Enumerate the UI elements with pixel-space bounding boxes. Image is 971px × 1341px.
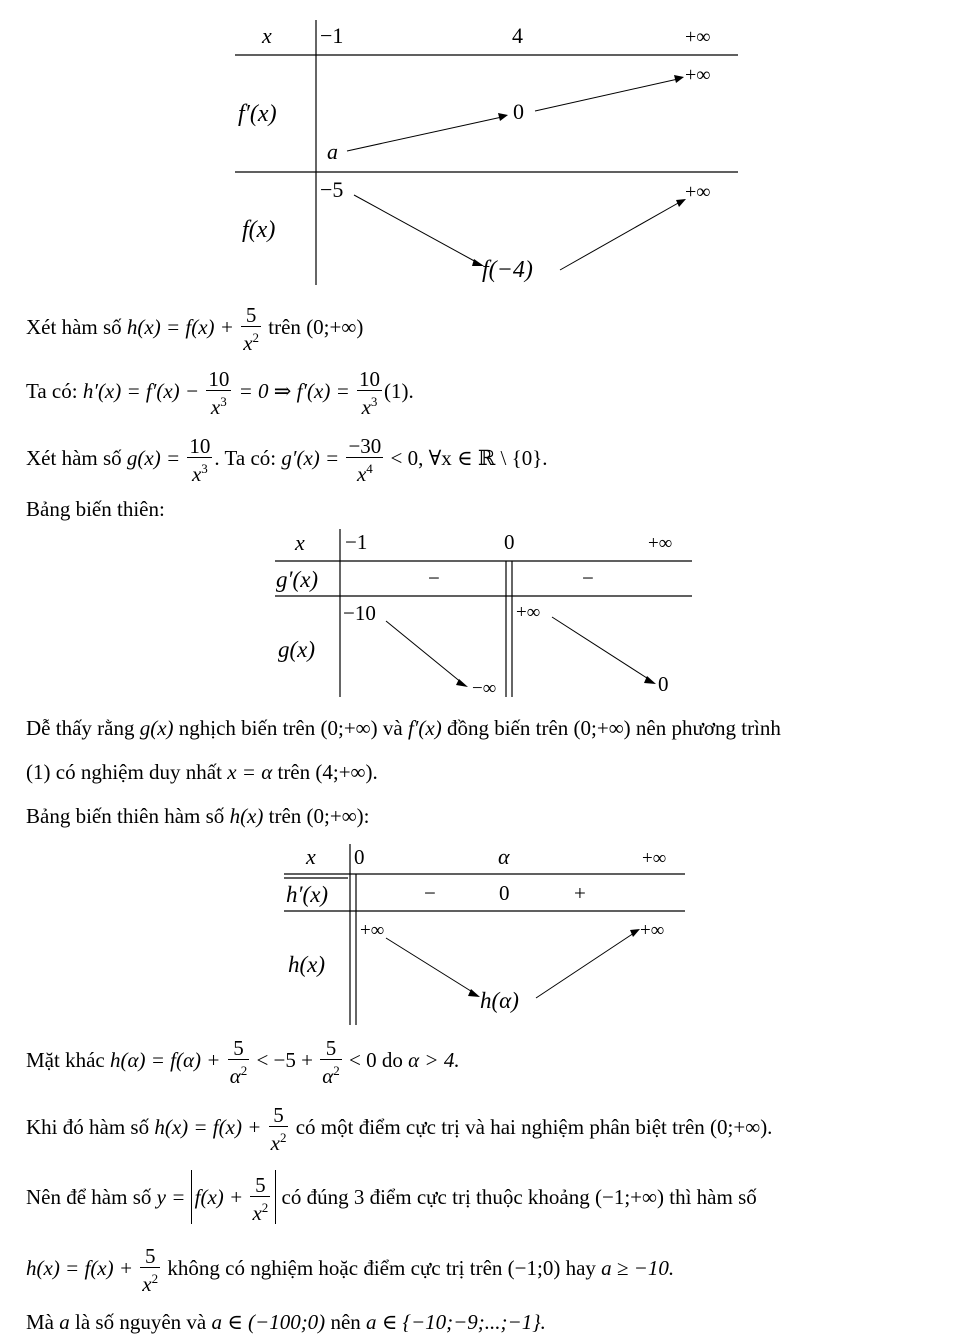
line5-frac-exp: 2 bbox=[279, 1130, 287, 1146]
t3-x-inf: +∞ bbox=[642, 848, 667, 869]
t1-arrow-4 bbox=[560, 202, 680, 270]
para1-a8: (0;+∞) bbox=[573, 716, 631, 740]
para1-a6: f′(x) bbox=[407, 716, 442, 740]
t2-arrow-2 bbox=[552, 617, 650, 680]
line6-frac-exp: 2 bbox=[261, 1200, 269, 1216]
bbt-h-prefix: Bảng biến thiên hàm số bbox=[26, 804, 225, 828]
line3-lhs: g(x) = bbox=[126, 446, 181, 470]
t2-x-label: x bbox=[295, 530, 305, 555]
t2-g-minus10: −10 bbox=[343, 601, 376, 625]
line7-cond: a ≥ −10. bbox=[601, 1256, 675, 1280]
bbt-h-fn: h(x) bbox=[229, 804, 264, 828]
line2-fraction-2 bbox=[357, 368, 382, 418]
para1-b4: trên bbox=[277, 760, 311, 784]
line7-text: không có nghiệm hoặc điểm cực trị trên bbox=[167, 1256, 503, 1280]
variation-table-f bbox=[230, 15, 740, 290]
t3-x-alpha: α bbox=[498, 844, 510, 869]
t2-x-inf: +∞ bbox=[648, 533, 673, 554]
line5-frac-den: x bbox=[270, 1131, 280, 1156]
line4-frac2-num: 5 bbox=[320, 1037, 342, 1060]
line-1 bbox=[26, 302, 364, 356]
line6-interval: (−1;+∞) bbox=[595, 1185, 664, 1209]
para1-a9: nên phương trình bbox=[635, 716, 781, 740]
para1-a3: nghịch biến trên bbox=[178, 716, 316, 740]
t3-arrowhead-2 bbox=[630, 929, 640, 937]
line2-frac2-num: 10 bbox=[359, 367, 381, 392]
t2-x-0: 0 bbox=[504, 530, 515, 554]
line-8 bbox=[26, 1304, 546, 1340]
t3-x-0: 0 bbox=[354, 845, 365, 869]
line4-frac1-num: 5 bbox=[228, 1037, 250, 1060]
line5-lhs: h(x) = f(x) + bbox=[154, 1115, 262, 1139]
line8-cond1: a ∈ (−100;0) bbox=[211, 1310, 326, 1334]
line6-tail: thì hàm số bbox=[669, 1185, 757, 1209]
line1-fraction bbox=[241, 304, 261, 354]
line1-frac-den: x bbox=[243, 331, 253, 356]
variation-table-g bbox=[270, 525, 700, 700]
line3-mid: . Ta có: bbox=[214, 446, 277, 470]
t1-f-inf: +∞ bbox=[685, 181, 711, 203]
line3-frac2-den: x bbox=[356, 462, 367, 487]
line2-lhs: h′(x) = f′(x) − bbox=[82, 379, 200, 403]
line2-prefix: Ta có: bbox=[26, 379, 78, 403]
heading-bbt: Bảng biến thiên: bbox=[26, 497, 165, 521]
t3-x-label: x bbox=[306, 844, 316, 869]
line2-frac2-exp: 3 bbox=[370, 394, 378, 410]
line4-fraction-2 bbox=[320, 1037, 342, 1087]
line4-lhs: h(α) = f(α) + bbox=[109, 1048, 221, 1072]
line4-fraction-1 bbox=[228, 1037, 250, 1087]
line4-frac2-exp: 2 bbox=[333, 1063, 340, 1079]
para1-b1: (1) bbox=[26, 760, 51, 784]
line6-frac-den: x bbox=[252, 1201, 262, 1226]
heading-bbt-h bbox=[26, 798, 370, 834]
t3-sign-plus: + bbox=[574, 881, 586, 905]
line-3 bbox=[26, 433, 548, 487]
line5-fraction bbox=[269, 1104, 289, 1154]
line-4 bbox=[26, 1035, 460, 1089]
line4-tail: < 0 bbox=[349, 1048, 377, 1072]
line8-cond2: a ∈ {−10;−9;...;−1}. bbox=[366, 1310, 546, 1334]
line6-inner: f(x) + bbox=[194, 1185, 244, 1209]
t1-arrow-1 bbox=[347, 117, 502, 151]
t3-h-plusinf-right: +∞ bbox=[640, 920, 665, 941]
line7-frac-den: x bbox=[142, 1272, 152, 1297]
t1-x-minus1: −1 bbox=[320, 23, 344, 48]
line8-text: là số nguyên và bbox=[75, 1310, 207, 1334]
t2-sign-2: − bbox=[582, 566, 594, 590]
line6-prefix: Nên để hàm số bbox=[26, 1185, 152, 1209]
line6-frac-num: 5 bbox=[250, 1174, 270, 1197]
t2-arrow-1 bbox=[386, 621, 462, 683]
line4-prefix: Mặt khác bbox=[26, 1048, 105, 1072]
t1-x-4: 4 bbox=[512, 23, 523, 48]
t1-arrow-2 bbox=[535, 79, 678, 111]
para1-a7: đồng biến trên bbox=[446, 716, 569, 740]
t3-sign-minus: − bbox=[424, 881, 436, 905]
line3-tail: < 0, ∀x ∈ ℝ \ {0}. bbox=[390, 446, 548, 470]
para1-a4: (0;+∞) bbox=[320, 716, 378, 740]
t1-f-minus5: −5 bbox=[320, 177, 344, 202]
line3-frac1-exp: 3 bbox=[201, 461, 208, 477]
t1-arrowhead-1 bbox=[498, 113, 508, 121]
line6-fraction bbox=[250, 1174, 270, 1224]
variation-table-h bbox=[280, 840, 695, 1030]
t3-hprime-label: h′(x) bbox=[286, 882, 329, 907]
t1-f-fminus4: f(−4) bbox=[482, 257, 533, 283]
line3-frac1-den: x bbox=[191, 462, 202, 487]
line-7 bbox=[26, 1241, 674, 1295]
line5-text: có một điểm cực trị và hai nghiệm phân biệt trên bbox=[295, 1115, 705, 1139]
line1-lhs: h(x) = f(x) + bbox=[126, 315, 234, 339]
line4-frac1-exp: 2 bbox=[240, 1063, 248, 1079]
t1-arrowhead-2 bbox=[674, 75, 684, 83]
line2-frac1-den: x bbox=[210, 395, 221, 420]
line6-abs bbox=[191, 1170, 277, 1224]
line8-prefix: Mà bbox=[26, 1310, 54, 1334]
t3-arrow-2 bbox=[536, 933, 634, 998]
para1-a1: Dễ thấy rằng bbox=[26, 716, 135, 740]
line2-fraction-1 bbox=[206, 368, 231, 418]
line1-prefix: Xét hàm số bbox=[26, 315, 122, 339]
line1-frac-num: 5 bbox=[241, 304, 261, 327]
t3-arrow-1 bbox=[386, 938, 474, 993]
t1-fprime-0: 0 bbox=[513, 99, 524, 124]
t1-f-label: f(x) bbox=[242, 217, 276, 243]
line7-lhs: h(x) = f(x) + bbox=[26, 1256, 134, 1280]
line4-cond: α > 4. bbox=[408, 1048, 460, 1072]
line7-fraction bbox=[140, 1245, 160, 1295]
line7-frac-num: 5 bbox=[140, 1245, 160, 1268]
t2-gprime-label: g′(x) bbox=[276, 567, 319, 592]
t2-sign-1: − bbox=[428, 566, 440, 590]
line3-fraction-2 bbox=[346, 435, 383, 485]
t1-fprime-label: f′(x) bbox=[238, 101, 277, 127]
t2-g-0: 0 bbox=[658, 672, 669, 696]
line-5 bbox=[26, 1102, 773, 1156]
line2-frac1-num: 10 bbox=[208, 367, 230, 392]
t1-fprime-a: a bbox=[327, 139, 338, 164]
para1-line-b bbox=[26, 752, 378, 792]
t1-arrowhead-4 bbox=[676, 199, 686, 207]
para1-a2: g(x) bbox=[139, 716, 174, 740]
t1-fprime-inf: +∞ bbox=[685, 64, 711, 86]
line2-frac1-exp: 3 bbox=[220, 394, 227, 410]
line3-fraction-1 bbox=[187, 435, 212, 485]
line1-frac-exp: 2 bbox=[252, 330, 260, 346]
t2-g-minusinf: −∞ bbox=[472, 678, 497, 699]
line5-interval: (0;+∞). bbox=[710, 1115, 773, 1139]
line2-frac2-den: x bbox=[361, 395, 371, 420]
line7-interval: (−1;0) bbox=[507, 1256, 561, 1280]
para1-b3: x = α bbox=[227, 760, 273, 784]
t2-g-label: g(x) bbox=[278, 637, 316, 662]
bbt-h-word: trên bbox=[268, 804, 302, 828]
line1-interval: (0;+∞) bbox=[306, 315, 364, 339]
line4-do: do bbox=[381, 1048, 403, 1072]
line4-frac2-den: α bbox=[322, 1064, 334, 1089]
t2-g-plusinf: +∞ bbox=[516, 602, 541, 623]
t3-sign-0: 0 bbox=[499, 881, 510, 905]
para1-b2: có nghiệm duy nhất bbox=[55, 760, 222, 784]
line1-word: trên bbox=[268, 315, 301, 339]
line6-lhs: y = bbox=[156, 1185, 186, 1209]
para1-b5: (4;+∞). bbox=[315, 760, 378, 784]
line-6 bbox=[26, 1170, 946, 1224]
line8-a: a bbox=[59, 1310, 70, 1334]
t1-x-inf: +∞ bbox=[685, 26, 711, 48]
line3-gprime: g′(x) = bbox=[281, 446, 340, 470]
line5-prefix: Khi đó hàm số bbox=[26, 1115, 150, 1139]
t3-h-halpha: h(α) bbox=[480, 988, 519, 1013]
line5-frac-num: 5 bbox=[269, 1104, 289, 1127]
bbt-h-interval: (0;+∞): bbox=[306, 804, 370, 828]
line2-tail: (1). bbox=[384, 379, 414, 403]
line7-hay: hay bbox=[565, 1256, 596, 1280]
t1-arrow-3 bbox=[354, 195, 478, 263]
line3-frac1-num: 10 bbox=[189, 434, 211, 459]
line-2 bbox=[26, 366, 414, 420]
para1-line-a bbox=[26, 708, 781, 748]
line7-frac-exp: 2 bbox=[151, 1271, 159, 1287]
line8-nen: nên bbox=[330, 1310, 361, 1334]
line3-frac2-num: −30 bbox=[348, 434, 382, 459]
line2-mid: = 0 ⇒ f′(x) = bbox=[238, 379, 350, 403]
t2-x-minus1: −1 bbox=[345, 530, 368, 554]
t1-x-label: x bbox=[262, 23, 272, 48]
line3-frac2-exp: 4 bbox=[366, 461, 373, 477]
line4-mid: < −5 + bbox=[256, 1048, 313, 1072]
para1-a5: và bbox=[382, 716, 403, 740]
line6-text: có đúng 3 điểm cực trị thuộc khoảng bbox=[281, 1185, 590, 1209]
line4-frac1-den: α bbox=[229, 1064, 241, 1089]
line3-prefix: Xét hàm số bbox=[26, 446, 122, 470]
t3-h-plusinf-left: +∞ bbox=[360, 920, 385, 941]
t3-h-label: h(x) bbox=[288, 952, 326, 977]
